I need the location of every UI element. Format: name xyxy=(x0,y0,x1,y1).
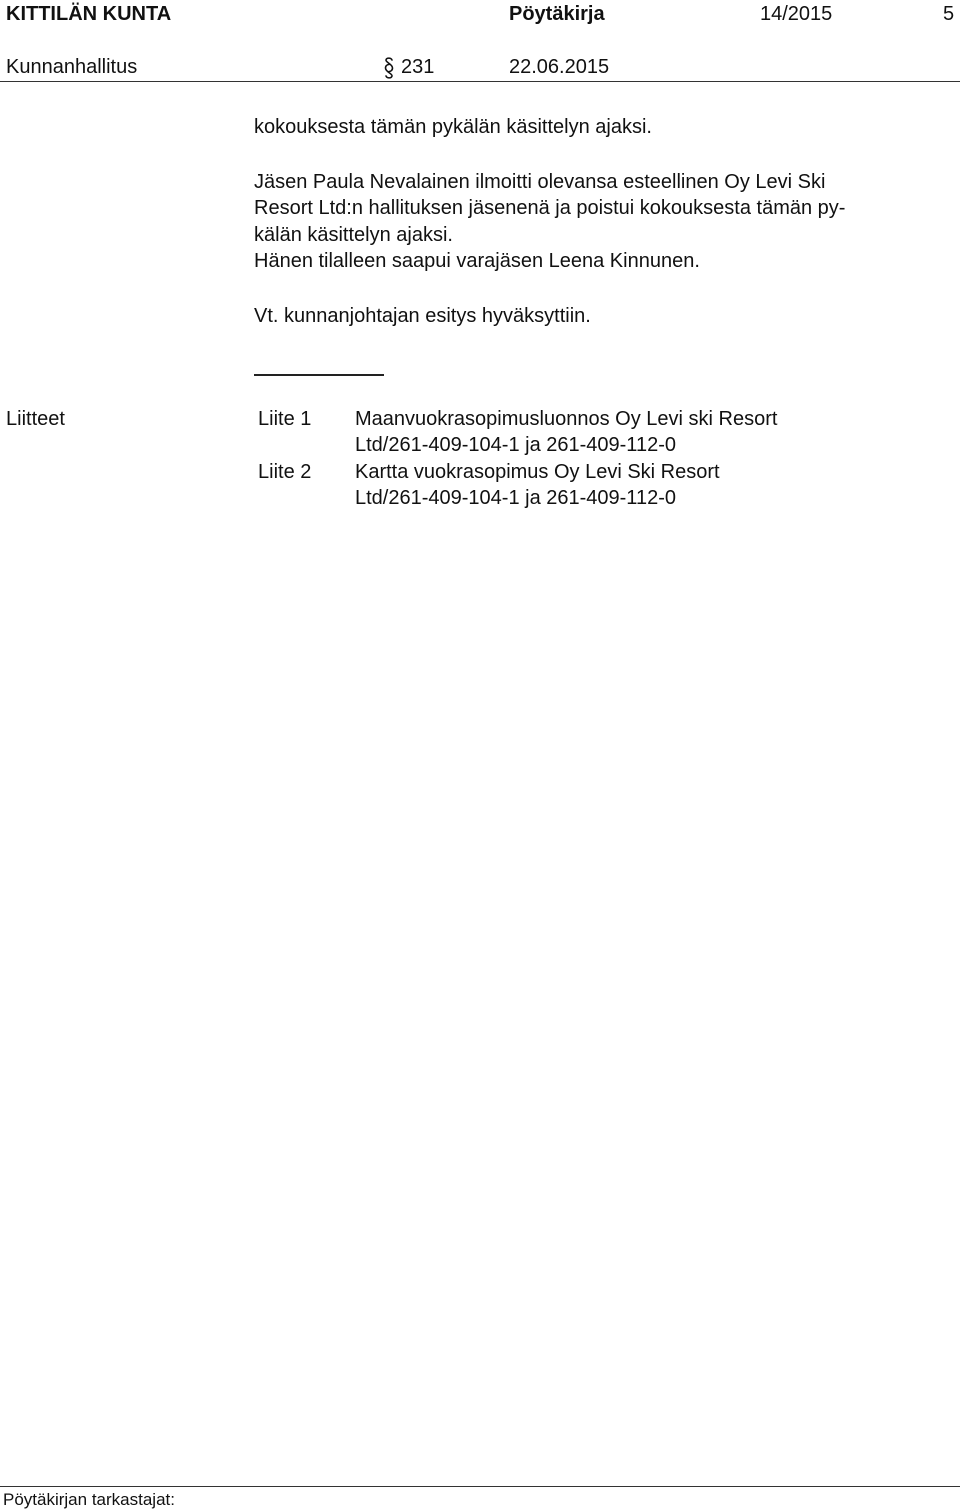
section-sign-icon xyxy=(383,56,395,80)
minutes-body xyxy=(254,114,954,329)
paragraph-continuation: kokouksesta tämän pykälän käsittelyn ajaksi. xyxy=(254,116,652,138)
organization-name: KITTILÄN KUNTA xyxy=(6,3,172,25)
section-number: 231 xyxy=(401,56,435,78)
paragraph-line: Hänen tilalleen saapui varajäsen Leena Kinnunen. xyxy=(254,250,700,272)
header-divider xyxy=(0,81,960,82)
footer-divider xyxy=(0,1486,960,1487)
attachment-label: Liite 2 xyxy=(258,461,312,483)
paragraph-line: Resort Ltd:n hallituksen jäsenenä ja poistui kokouksesta tämän py- xyxy=(254,197,846,219)
decision-text: Vt. kunnanjohtajan esitys hyväksyttiin. xyxy=(254,304,591,327)
separator-line xyxy=(254,374,384,376)
minutes-number: 14/2015 xyxy=(760,3,833,25)
attachment-description: Ltd/261-409-104-1 ja 261-409-112-0 xyxy=(355,434,676,456)
attachment-description: Maanvuokrasopimusluonnos Oy Levi ski Resort xyxy=(355,408,778,430)
attachment-description: Ltd/261-409-104-1 ja 261-409-112-0 xyxy=(355,487,676,509)
meeting-date: 22.06.2015 xyxy=(509,56,610,78)
document-type: Pöytäkirja xyxy=(509,3,605,25)
paragraph-line: kälän käsittelyn ajaksi. xyxy=(254,223,453,246)
governing-body: Kunnanhallitus xyxy=(6,56,138,78)
page-number: 5 xyxy=(943,3,955,25)
attachment-description: Kartta vuokrasopimus Oy Levi Ski Resort xyxy=(355,461,720,483)
paragraph-line: Jäsen Paula Nevalainen ilmoitti olevansa esteellinen Oy Levi Ski xyxy=(254,170,826,193)
attachment-label: Liite 1 xyxy=(258,408,312,430)
reviewers-label: Pöytäkirjan tarkastajat: xyxy=(3,1490,175,1509)
attachments-heading: Liitteet xyxy=(6,408,65,430)
